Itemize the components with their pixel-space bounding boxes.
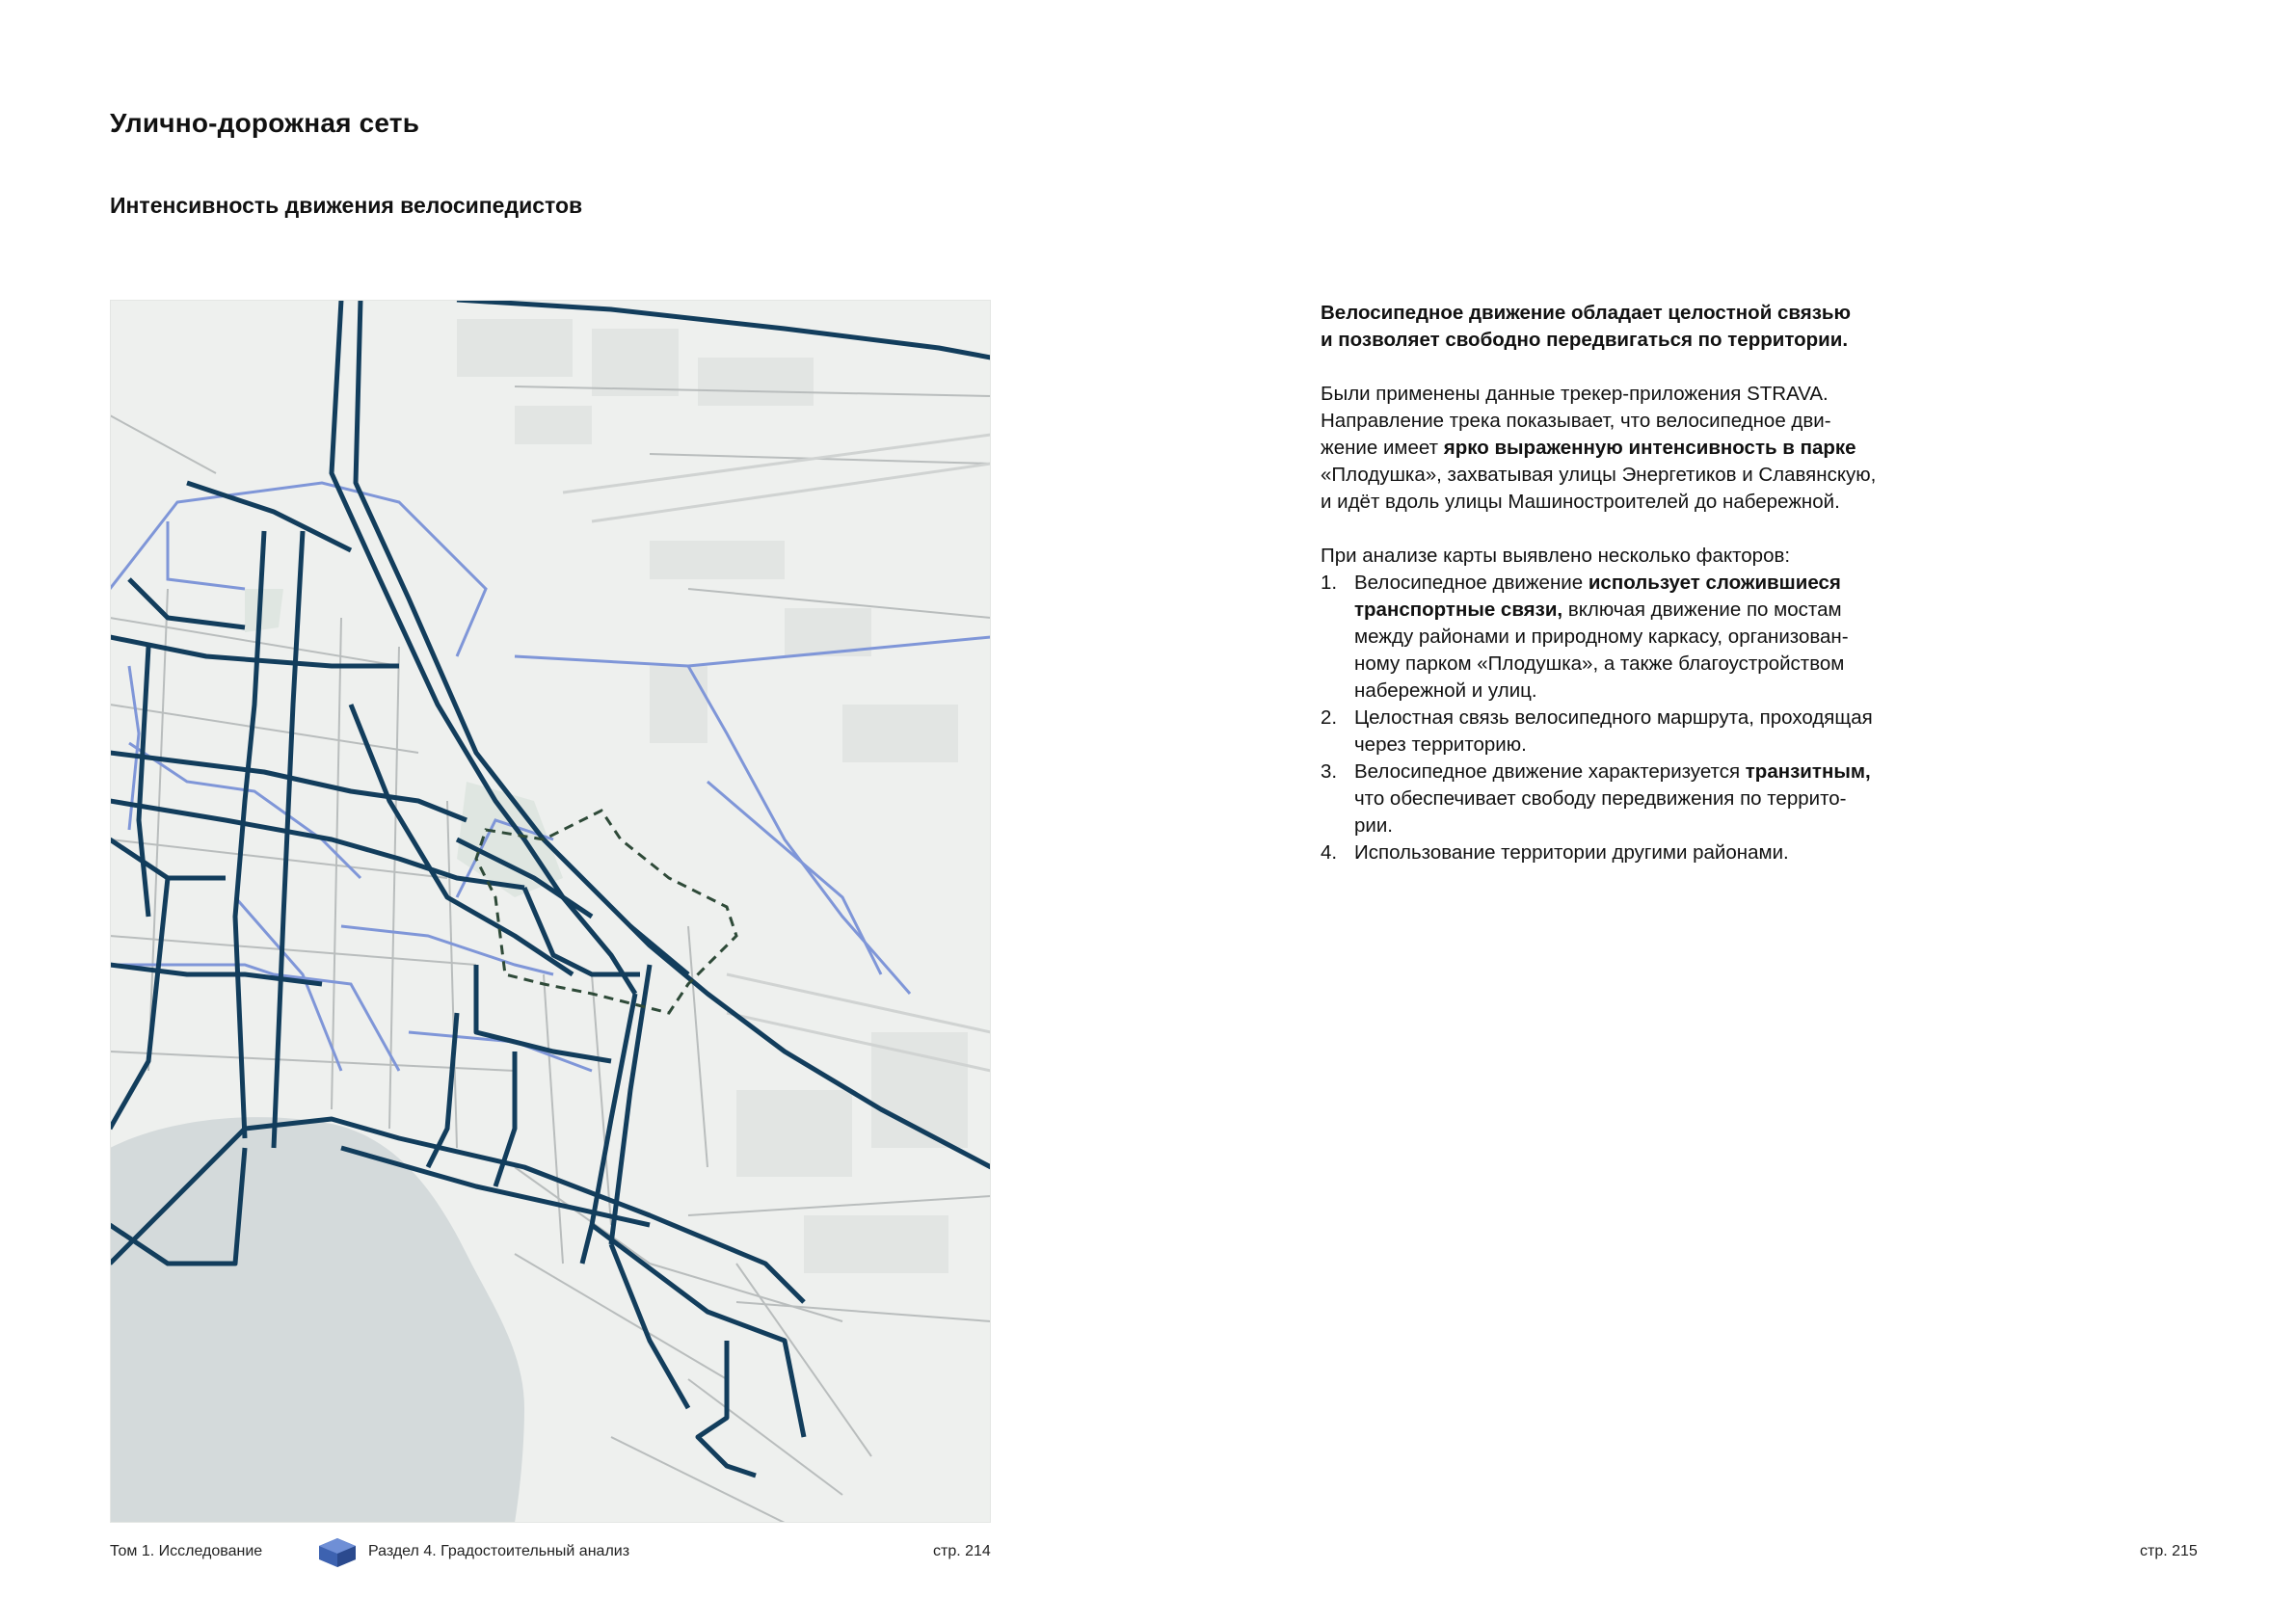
page-number-left: стр. 214: [933, 1543, 991, 1559]
p1-line-3a: жение имеет: [1321, 437, 1444, 459]
factor-1-f: ному парком «Плодушка», а также благоустройством: [1354, 652, 1845, 675]
factor-item-1: [1321, 570, 1976, 705]
green-area: [245, 589, 283, 632]
p1-line-1: Были применены данные трекер-приложения STRAVA.: [1321, 383, 1829, 405]
factor-item-4: [1321, 839, 1976, 866]
p1-line-5: и идёт вдоль улицы Машиностроителей до набережной.: [1321, 491, 1840, 513]
factor-item-2: [1321, 705, 1976, 759]
factor-3-a: Велосипедное движение характеризуется: [1354, 760, 1746, 783]
lead-line-2: и позволяет свободно передвигаться по территории.: [1321, 329, 1849, 351]
map-svg: [110, 300, 991, 1523]
factor-1-b: использует сложившиеся: [1588, 572, 1841, 594]
factor-1-e: между районами и природному каркасу, организован-: [1354, 626, 1849, 648]
p1-line-2: Направление трека показывает, что велосипедное дви-: [1321, 410, 1831, 432]
lead-line-1: Велосипедное движение обладает целостной связью: [1321, 302, 1851, 324]
description-text: [1321, 300, 1976, 866]
lead-paragraph: [1321, 300, 1976, 354]
factors-list: [1321, 570, 1976, 866]
factor-1-g: набережной и улиц.: [1354, 679, 1537, 702]
strava-paragraph: [1321, 381, 1976, 516]
page-subtitle: Интенсивность движения велосипедистов: [110, 193, 583, 218]
footer-volume: Том 1. Исследование: [110, 1543, 263, 1559]
factor-4-a: Использование территории другими районами.: [1354, 841, 1789, 864]
factor-1-a: Велосипедное движение: [1354, 572, 1589, 594]
factor-2-b: через территорию.: [1354, 733, 1527, 756]
cycling-intensity-map: [110, 300, 991, 1523]
footer-section: Раздел 4. Градостоительный анализ: [368, 1543, 630, 1559]
factor-3-c: что обеспечивает свободу передвижения по террито-: [1354, 787, 1847, 810]
section-logo-icon: [317, 1536, 358, 1569]
factor-3-d: рии.: [1354, 814, 1393, 837]
factor-number: 4.: [1321, 841, 1338, 864]
page-number-right: стр. 215: [2140, 1543, 2198, 1559]
factor-item-3: [1321, 759, 1976, 839]
factor-3-b: транзитным,: [1745, 760, 1871, 783]
factor-2-a: Целостная связь велосипедного маршрута, проходящая: [1354, 706, 1873, 729]
factor-number: 3.: [1321, 760, 1338, 783]
page-title: Улично-дорожная сеть: [110, 108, 420, 138]
factors-intro: При анализе карты выявлено несколько факторов:: [1321, 545, 1791, 567]
p1-line-4: «Плодушка», захватывая улицы Энергетиков и Славянскую,: [1321, 464, 1877, 486]
p1-line-3b: ярко выраженную интенсивность в парке: [1443, 437, 1856, 459]
factor-1-c: транспортные связи,: [1354, 599, 1563, 621]
factor-number: 1.: [1321, 572, 1338, 594]
factor-number: 2.: [1321, 706, 1338, 729]
factor-1-d: включая движение по мостам: [1562, 599, 1842, 621]
